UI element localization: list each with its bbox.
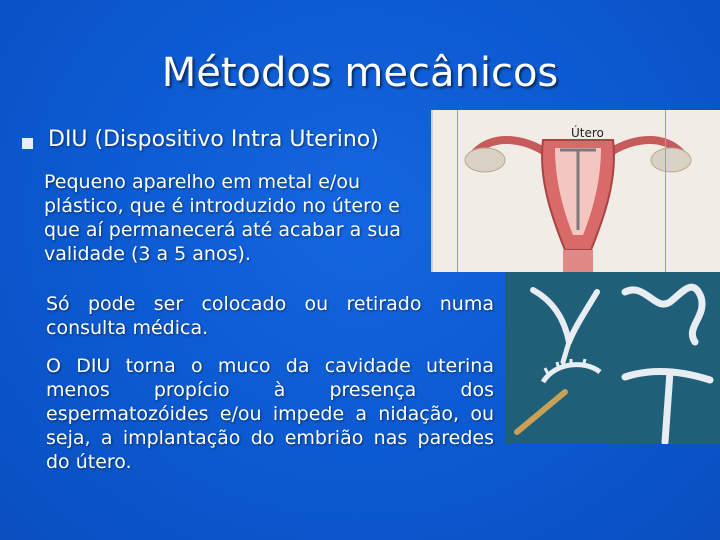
- paragraph-consultation: Só pode ser colocado ou retirado numa consulta médica.: [46, 293, 494, 339]
- bullet-heading: DIU (Dispositivo Intra Uterino): [48, 127, 379, 152]
- paragraph-description: Pequeno aparelho em metal e/ou plástico, que é introduzido no útero e que aí permanecerá até acabar a sua validade (3 a 5 anos).: [44, 171, 401, 265]
- uterus-label: Útero: [571, 126, 604, 140]
- bullet-square-icon: [22, 138, 33, 149]
- uterus-illustration: [431, 110, 720, 272]
- slide-title: Métodos mecânicos: [161, 50, 559, 96]
- paragraph-mechanism: O DIU torna o muco da cavidade uterina menos propício à presença dos espermatozóides e/ou impede a nidação, ou seja, a implantação do embrião nas paredes do útero.: [46, 355, 494, 473]
- iud-devices-photo: [505, 272, 720, 444]
- iud-devices-drawing: [505, 272, 720, 444]
